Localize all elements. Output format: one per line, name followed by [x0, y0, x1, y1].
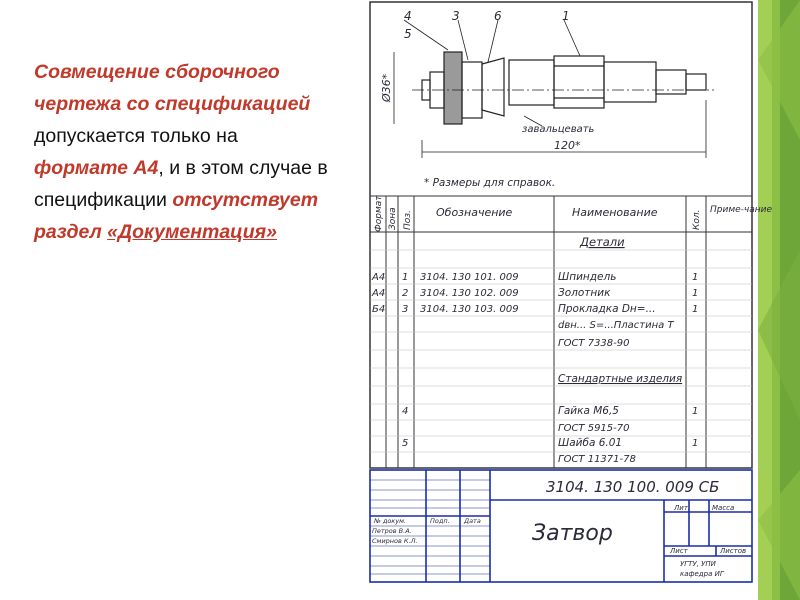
dim-length: 120* — [554, 139, 581, 152]
slide-text-plain-1: допускается только на — [34, 125, 238, 147]
header-qty: Кол. — [692, 209, 702, 230]
label-pos-2: 6 — [494, 9, 502, 23]
weld-note: завальцевать — [522, 124, 595, 135]
row2-format: А4 — [372, 288, 386, 299]
stamp-lit: Лит. — [674, 504, 691, 512]
stamp-sheet: Лист — [670, 547, 688, 555]
std2-gost: ГОСТ 11371-78 — [558, 454, 636, 465]
title-code: 3104. 130 100. 009 СБ — [546, 478, 720, 496]
dim-diameter: Ø36* — [380, 73, 393, 102]
title-name: Затвор — [532, 521, 613, 546]
assembly-drawing — [364, 0, 773, 584]
std2-pos: 5 — [402, 438, 409, 449]
row3-name: Прокладка Dн=... — [558, 303, 656, 315]
std2-name: Шайба 6.01 — [558, 437, 623, 449]
slide-format-a4: формате А4 — [34, 157, 159, 179]
stamp-org2: кафедра ИГ — [680, 570, 724, 578]
stamp-mass: Масса — [712, 504, 735, 512]
stamp-dev1: Петров В.А. — [372, 527, 412, 535]
label-pos-4: 4 — [404, 9, 412, 23]
label-pos-1: 1 — [562, 9, 570, 23]
slide-text — [34, 56, 334, 248]
row2-pos: 2 — [402, 288, 409, 299]
row2-designation: 3104. 130 102. 009 — [420, 288, 519, 299]
row3-qty: 1 — [692, 304, 699, 315]
label-pos-3: 3 — [452, 9, 460, 23]
slide-heading: Совмещение сборочного чертежа со спецификацией — [34, 61, 311, 115]
row1-designation: 3104. 130 101. 009 — [420, 272, 519, 283]
row1-qty: 1 — [692, 272, 699, 283]
std1-pos: 4 — [402, 406, 409, 417]
section-parts: Детали — [580, 235, 625, 249]
row1-name: Шпиндель — [558, 271, 617, 283]
row2-qty: 1 — [692, 288, 699, 299]
std2-qty: 1 — [692, 438, 699, 449]
slide-text-plain-2: , и в этом случае в спецификации — [34, 157, 328, 211]
row1-format: А4 — [372, 272, 386, 283]
stamp-sheets: Листов — [720, 547, 747, 555]
std1-qty: 1 — [692, 406, 699, 417]
row3-format: Б4 — [372, 304, 386, 315]
header-pos: Поз. — [403, 210, 413, 230]
row2-name: Золотник — [558, 287, 611, 299]
stamp-date: Дата — [464, 517, 481, 525]
section-standard: Стандартные изделия — [558, 373, 683, 385]
part-assembly-view — [412, 52, 714, 124]
label-pos-5: 5 — [404, 27, 412, 41]
std1-gost: ГОСТ 5915-70 — [558, 423, 630, 434]
stamp-org1: УГТУ, УПИ — [680, 560, 716, 568]
header-zone: Зона — [388, 207, 398, 230]
reference-note: * Размеры для справок. — [424, 177, 556, 189]
header-format: Формат — [374, 195, 384, 232]
std1-name: Гайка М6,5 — [558, 405, 619, 417]
drawing-frame — [370, 2, 752, 468]
header-name: Наименование — [572, 206, 658, 219]
row3-extra1: dвн... S=...Пластина Т — [558, 320, 674, 331]
row3-extra2: ГОСТ 7338-90 — [558, 338, 630, 349]
row3-pos: 3 — [402, 304, 409, 315]
stamp-sign: Подп. — [430, 517, 450, 525]
stamp-change: № докум. — [374, 517, 407, 525]
slide-missing-section: отсутствует раздел — [34, 189, 319, 243]
stamp-dev2: Смирнов К.Л. — [372, 537, 418, 545]
row3-designation: 3104. 130 103. 009 — [420, 304, 519, 315]
slide-documentation-word: «Документация» — [107, 221, 278, 243]
drawing-canvas — [364, 0, 773, 584]
header-note: Приме-чание — [710, 205, 773, 215]
header-designation: Обозначение — [436, 206, 513, 219]
row1-pos: 1 — [402, 272, 409, 283]
